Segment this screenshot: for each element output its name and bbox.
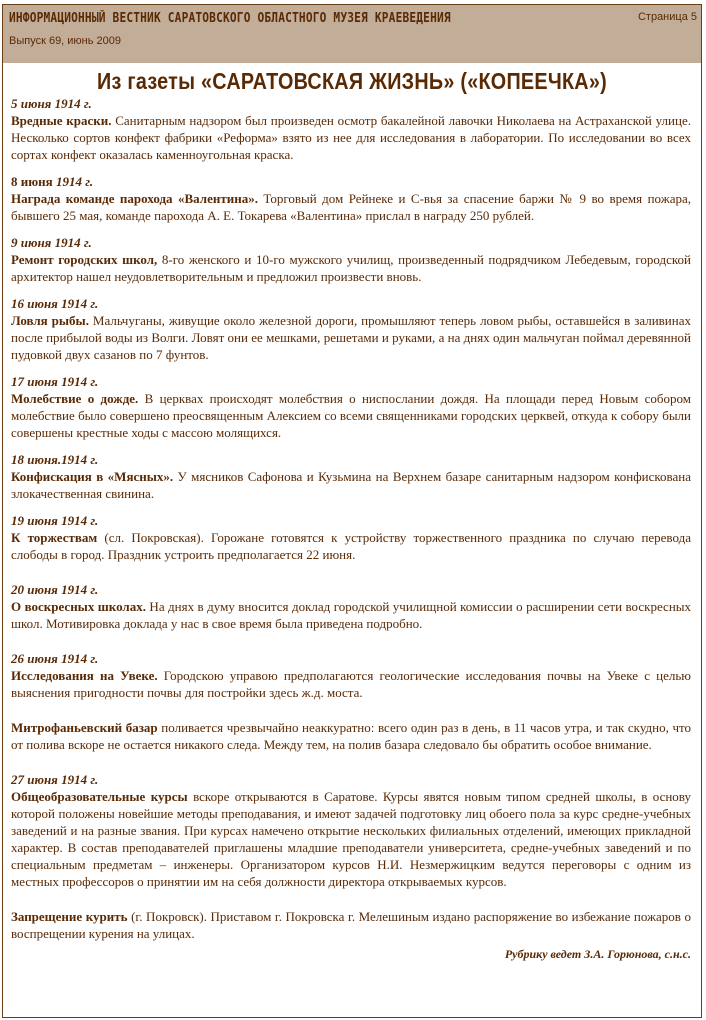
news-lead: Молебствие о дожде. — [11, 391, 139, 406]
news-lead: Митрофаньевский базар — [11, 720, 158, 735]
issue-label: Выпуск 69, июнь 2009 — [9, 35, 122, 47]
news-item — [11, 373, 691, 441]
news-item — [11, 581, 691, 632]
page-header — [3, 5, 701, 63]
article-body — [11, 95, 691, 963]
news-text: Мальчуганы, живущие около железной дороги, промышляют теперь ловом рыбы, оставшейся в заливинах после прибылой воды из Волги. Ловят они ее мешками, решетами и руками, а на днях один мальчуган поймал деревянной пудовкой двух сазанов по 7 фунтов. — [11, 313, 691, 362]
news-text: Городскою управою предполагаются геологические исследования почвы на Увеке с целью выяснения пригодности почвы для постройки здесь ж.д. моста. — [11, 668, 691, 700]
news-text: (сл. Покровская). Горожане готовятся к устройству торжественного праздника по случаю перевода слободы в город. Праздник устроить предполагается 22 июня. — [11, 530, 691, 562]
news-item — [11, 95, 691, 163]
news-lead: Конфискация в «Мясных». — [11, 469, 174, 484]
news-lead: Вредные краски. — [11, 113, 112, 128]
news-date: 5 июня 1914 г. — [11, 96, 92, 111]
news-item — [11, 719, 691, 753]
news-text: На днях в думу вносится доклад городской училищной комиссии о расширении сети воскресных школ. Мотивировка доклада у нас в свое время была приведена подробно. — [11, 599, 692, 631]
news-date: 26 июня 1914 г. — [11, 651, 99, 666]
news-date: 9 июня 1914 г. — [11, 235, 92, 250]
news-text: Санитарным надзором был произведен осмотр бакалейной лавочки Николаева на Астраханской улице. Несколько сортов конфект фабрики «Реформа» взято из нее для исследования в лаборатории. По исследовании во всех сортах конфект оказалась каменноугольная краска. — [11, 113, 691, 162]
news-date: 19 июня 1914 г. — [11, 513, 99, 528]
news-item — [11, 512, 691, 563]
article-headline: Из газеты «САРАТОВСКАЯ ЖИЗНЬ» («КОПЕЕЧКА») — [97, 68, 607, 94]
magazine-title: ИНФОРМАЦИОННЫЙ ВЕСТНИК САРАТОВСКОГО ОБЛАСТНОГО МУЗЕЯ КРАЕВЕДЕНИЯ — [9, 11, 451, 26]
news-date: 27 июня 1914 г. — [11, 772, 99, 787]
news-item — [11, 295, 691, 363]
news-item — [11, 173, 691, 224]
news-lead: О воскресных школах. — [11, 599, 146, 614]
news-text: Торговый дом Рейнеке и С-вья за спасение баржи № 9 во время пожара, бывшего 25 мая, команде парохода А. Е. Токарева «Валентина» прислал в награду 250 рублей. — [11, 191, 691, 223]
news-text: В церквах происходят молебствия о ниспослании дождя. На площади перед Новым собором молебствие было совершено преосвященным Алексием со всеми священниками городских церквей, откуда к собору были совершены крестные ходы с массою молящихся. — [11, 391, 692, 440]
news-item — [11, 908, 691, 942]
news-item — [11, 234, 691, 285]
news-item — [11, 771, 691, 890]
news-text: (г. Покровск). Приставом г. Покровска г. Мелешиным издано распоряжение во избежание пожаров о воспрещении курения на улицах. — [11, 909, 691, 941]
news-lead: Запрещение курить — [11, 909, 128, 924]
news-date: 17 июня 1914 г. — [11, 374, 99, 389]
news-date: 20 июня 1914 г. — [11, 582, 99, 597]
news-lead: Награда команде парохода «Валентина». — [11, 191, 258, 206]
news-date-year: 1914 г. — [52, 174, 94, 189]
news-text: 8-го женского и 10-го мужского училищ, произведенный подрядчиком Лебедевым, городской архитектор нашел неудовлетворительным и предложил произвести вновь. — [11, 252, 691, 284]
news-lead: Ловля рыбы. — [11, 313, 89, 328]
news-date: 16 июня 1914 г. — [11, 296, 99, 311]
column-author-signature: Рубрику ведет З.А. Горюнова, с.н.с. — [504, 947, 691, 961]
news-item — [11, 650, 691, 701]
news-text: вскоре открываются в Саратове. Курсы явятся новым типом средней школы, в основу которой положены новейшие методы преподавания, и имеют задачей подготовку лиц обоего пола за курс средне-учебных заведений и на разные звания. При курсах намечено открытие нескольких филиальных отделений, имеющих прикладной характер. В состав преподавателей приглашены младшие преподаватели университета, средне-учебных заведений и по специальным предметам – инженеры. Организатором курсов Н.И. Незмержицким ведутся переговоры с одним из местных профессоров о принятии им на себя должности директора открываемых курсов. — [11, 789, 691, 889]
news-text: У мясников Сафонова и Кузьмина на Верхнем базаре санитарным надзором конфискована злокачественная свинина. — [11, 469, 691, 501]
news-item — [11, 451, 691, 502]
news-text: поливается чрезвычайно неаккуратно: всего один раз в день, в 11 часов утра, и так скудно, что от полива вскоре не остается никакого следа. Между тем, на полив базара следовало бы обратить особое внимание. — [11, 720, 691, 752]
news-lead: К торжествам — [11, 530, 98, 545]
news-lead: Общеобразовательные курсы — [11, 789, 188, 804]
news-lead: Исследования на Увеке. — [11, 668, 158, 683]
news-lead: Ремонт городских школ, — [11, 252, 158, 267]
news-date — [11, 173, 691, 190]
news-date-day: 8 июня — [11, 174, 53, 189]
page-number: Страница 5 — [637, 11, 697, 23]
news-date: 18 июня.1914 г. — [11, 452, 99, 467]
